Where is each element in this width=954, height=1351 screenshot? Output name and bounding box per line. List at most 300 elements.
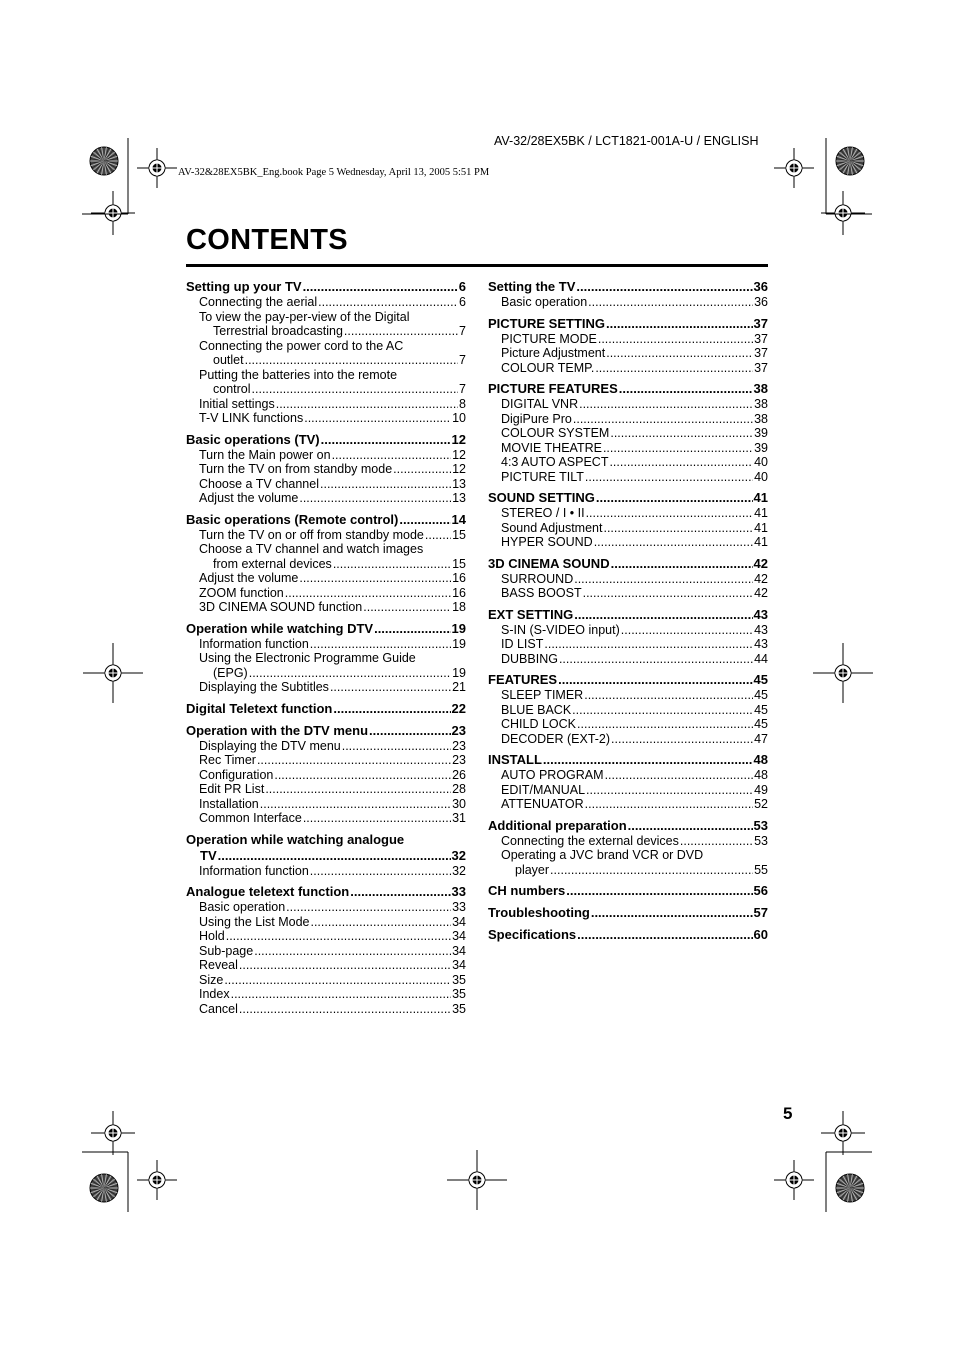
dot-leader xyxy=(591,905,753,921)
toc-entry-page: 43 xyxy=(754,622,768,637)
toc-entry-label: Configuration xyxy=(199,767,274,782)
toc-entry-page: 43 xyxy=(754,637,768,651)
toc-entry-page: 49 xyxy=(754,782,768,797)
toc-entry-page: 41 xyxy=(754,520,768,535)
dot-leader xyxy=(350,884,450,900)
toc-entry xyxy=(186,753,466,768)
toc-entry xyxy=(488,688,768,703)
toc-heading-page: 22 xyxy=(451,700,466,716)
crosshair-mark xyxy=(137,148,177,188)
toc-entry-page: 12 xyxy=(452,462,466,476)
toc-entry xyxy=(186,528,466,543)
dot-leader xyxy=(239,1002,451,1017)
toc-entry xyxy=(488,586,768,601)
toc-entry-label: DECODER (EXT-2) xyxy=(501,731,611,746)
toc-heading-label: INSTALL xyxy=(488,752,542,767)
toc-heading xyxy=(488,556,768,572)
dot-leader xyxy=(628,818,753,834)
dot-leader xyxy=(303,811,451,826)
toc-entry xyxy=(186,666,466,681)
toc-entry-label: Turn the Main power on xyxy=(199,447,331,462)
toc-section xyxy=(186,432,466,506)
dot-leader xyxy=(260,797,451,812)
dot-leader xyxy=(276,397,458,412)
dot-leader xyxy=(588,295,753,310)
dot-leader xyxy=(226,929,451,944)
toc-heading xyxy=(488,279,768,295)
dot-leader xyxy=(576,279,752,295)
toc-entry-page: 47 xyxy=(754,731,768,746)
toc-entry xyxy=(488,470,768,485)
toc-section xyxy=(488,381,768,484)
toc-entry-label: Reveal xyxy=(199,958,238,972)
dot-leader xyxy=(572,703,753,718)
dot-leader xyxy=(265,782,451,797)
toc-entry-page: 34 xyxy=(452,958,466,972)
toc-heading-page: 60 xyxy=(753,927,768,942)
toc-entry-page: 32 xyxy=(452,863,466,878)
toc-entry-label: COLOUR TEMP. xyxy=(501,360,595,375)
toc-entry-label: 3D CINEMA SOUND function xyxy=(199,600,363,614)
dot-leader xyxy=(363,600,451,615)
toc-entry-label: outlet xyxy=(213,353,244,367)
toc-heading-line: Operation while watching analogue xyxy=(186,831,405,847)
dot-leader xyxy=(344,324,458,339)
dot-leader xyxy=(310,637,451,652)
crosshair-mark xyxy=(774,1160,814,1200)
crosshair-mark xyxy=(813,643,873,703)
toc-heading-page: 23 xyxy=(451,722,466,738)
toc-entry-label: AUTO PROGRAM xyxy=(501,768,604,782)
toc-heading-page: 37 xyxy=(753,315,768,331)
toc-heading xyxy=(488,905,768,921)
toc-entry-page: 15 xyxy=(452,556,466,571)
toc-entry-line: Using the Electronic Programme Guide xyxy=(199,651,416,665)
toc-section xyxy=(186,279,466,426)
dot-leader xyxy=(595,361,753,376)
toc-section xyxy=(488,672,768,746)
toc-heading-page: 41 xyxy=(753,490,768,505)
toc-heading-label: FEATURES xyxy=(488,672,558,687)
toc-entry-page: 53 xyxy=(754,833,768,848)
toc-entry-page: 38 xyxy=(754,411,768,426)
toc-right-column xyxy=(488,277,768,943)
toc-entry xyxy=(488,397,768,412)
toc-entry-page: 36 xyxy=(754,295,768,309)
dot-leader xyxy=(252,382,459,397)
toc-entry-label: ZOOM function xyxy=(199,585,284,600)
toc-heading-label: SOUND SETTING xyxy=(488,490,595,505)
toc-section xyxy=(186,512,466,615)
toc-heading xyxy=(488,316,768,332)
toc-heading-page: 56 xyxy=(753,883,768,898)
toc-entry xyxy=(186,973,466,988)
toc-entry-label: Index xyxy=(199,987,230,1001)
toc-entry-label: Basic operation xyxy=(199,900,286,914)
toc-heading-label: Operation with the DTV menu xyxy=(186,722,369,738)
toc-heading xyxy=(186,884,466,900)
dot-leader xyxy=(393,462,451,477)
toc-entry-page: 16 xyxy=(452,585,466,600)
starburst-mark xyxy=(90,1174,118,1202)
dot-leader xyxy=(299,491,451,506)
toc-heading-page: 12 xyxy=(451,431,466,447)
toc-entry-line: Operating a JVC brand VCR or DVD xyxy=(501,848,704,862)
toc-entry-label: Turn the TV on or off from standby mode xyxy=(199,527,424,542)
dot-leader xyxy=(399,512,450,528)
toc-entry-label: (EPG) xyxy=(213,665,248,680)
toc-section xyxy=(488,279,768,310)
dot-leader xyxy=(583,586,754,601)
toc-entry-page: 44 xyxy=(754,651,768,666)
toc-entry-page: 15 xyxy=(452,527,466,542)
toc-entry-label: Size xyxy=(199,972,224,987)
toc-entry-page: 48 xyxy=(754,768,768,782)
dot-leader xyxy=(550,863,753,878)
toc-entry-page: 23 xyxy=(452,753,466,767)
dot-leader xyxy=(621,623,753,638)
starburst-mark xyxy=(836,147,864,175)
toc-entry xyxy=(186,448,466,463)
toc-entry-label: player xyxy=(515,862,550,877)
dot-leader xyxy=(218,848,451,864)
dot-leader xyxy=(610,426,753,441)
crosshair-mark xyxy=(83,643,143,703)
toc-entry xyxy=(488,332,768,347)
toc-heading-label: CH numbers xyxy=(488,883,566,898)
toc-heading-page: 57 xyxy=(753,905,768,920)
toc-entry xyxy=(488,295,768,310)
toc-entry-page: 19 xyxy=(452,636,466,651)
toc-heading xyxy=(488,607,768,623)
dot-leader xyxy=(239,958,451,973)
toc-section xyxy=(488,607,768,667)
toc-entry-page: 34 xyxy=(452,914,466,929)
dot-leader xyxy=(609,455,753,470)
toc-heading-label: TV xyxy=(200,847,217,863)
toc-heading-page: 6 xyxy=(458,279,466,294)
toc-heading xyxy=(186,279,466,295)
toc-heading-page: 48 xyxy=(753,752,768,767)
starburst-mark xyxy=(836,1174,864,1202)
toc-entry xyxy=(488,521,768,536)
dot-leader xyxy=(310,864,451,879)
toc-entry-label: EDIT/MANUAL xyxy=(501,782,586,797)
toc-entry-label: HYPER SOUND xyxy=(501,535,593,549)
dot-leader xyxy=(584,688,753,703)
toc-entry xyxy=(186,739,466,754)
toc-entry-label: Adjust the volume xyxy=(199,571,299,585)
dot-leader xyxy=(332,448,452,463)
toc-section xyxy=(488,905,768,921)
toc-heading-label: Troubleshooting xyxy=(488,905,590,920)
dot-leader xyxy=(573,412,753,427)
toc-entry-label: SURROUND xyxy=(501,571,574,586)
dot-leader xyxy=(586,783,753,798)
toc-heading xyxy=(186,512,466,528)
crosshair-mark xyxy=(137,1160,177,1200)
toc-entry xyxy=(186,958,466,973)
dot-leader xyxy=(585,797,753,812)
toc-entry xyxy=(488,441,768,456)
dot-leader xyxy=(598,332,753,347)
toc-entry-label: Adjust the volume xyxy=(199,491,299,505)
toc-section xyxy=(488,490,768,550)
dot-leader xyxy=(286,900,451,915)
toc-section xyxy=(488,883,768,899)
toc-entry-page: 45 xyxy=(754,688,768,702)
dot-leader xyxy=(257,753,451,768)
toc-heading-label: PICTURE SETTING xyxy=(488,315,606,331)
toc-heading xyxy=(488,818,768,834)
toc-entry-label: Basic operation xyxy=(501,295,588,309)
toc-entry-label: CHILD LOCK xyxy=(501,717,577,731)
dot-leader xyxy=(299,571,451,586)
toc-entry-page: 55 xyxy=(754,862,768,877)
toc-entry-label: T-V LINK functions xyxy=(199,411,304,425)
dot-leader xyxy=(274,768,451,783)
crosshair-mark xyxy=(91,1111,135,1155)
toc-entry-page: 13 xyxy=(452,491,466,505)
toc-entry-label: Rec Timer xyxy=(199,753,256,767)
toc-entry-page: 13 xyxy=(452,476,466,491)
toc-entry-page: 31 xyxy=(452,811,466,825)
toc-heading-page: 45 xyxy=(753,672,768,687)
toc-entry-page: 35 xyxy=(452,987,466,1001)
toc-entry-page: 34 xyxy=(452,929,466,943)
toc-entry-label: Sub-page xyxy=(199,943,254,958)
toc-heading-label: Basic operations (TV) xyxy=(186,431,320,447)
toc-entry-label: Cancel xyxy=(199,1001,238,1016)
toc-entry-page: 42 xyxy=(754,571,768,586)
toc-entry xyxy=(186,944,466,959)
toc-entry xyxy=(186,586,466,601)
toc-entry xyxy=(488,623,768,638)
crosshair-mark xyxy=(821,191,865,235)
crosshair-mark xyxy=(447,1150,507,1210)
toc-entry xyxy=(488,535,768,550)
dot-leader xyxy=(245,353,458,368)
crosshair-mark xyxy=(774,148,814,188)
toc-heading-page: 36 xyxy=(753,279,768,294)
toc-entry-page: 23 xyxy=(452,738,466,753)
toc-entry xyxy=(488,346,768,361)
toc-entry-label: Edit PR List xyxy=(199,782,265,796)
toc-entry-label: PICTURE TILT xyxy=(501,469,584,484)
toc-heading xyxy=(488,381,768,397)
dot-leader xyxy=(566,883,752,899)
toc-entry xyxy=(186,397,466,412)
toc-entry xyxy=(186,491,466,506)
toc-entry-page: 6 xyxy=(459,295,466,309)
toc-entry xyxy=(186,1002,466,1017)
toc-heading-page: 42 xyxy=(753,555,768,571)
toc-entry-label: COLOUR SYSTEM xyxy=(501,426,610,440)
toc-entry-page: 34 xyxy=(452,943,466,958)
toc-section xyxy=(488,818,768,878)
toc-heading-label: Additional preparation xyxy=(488,817,627,833)
toc-entry xyxy=(186,900,466,915)
toc-entry xyxy=(488,426,768,441)
toc-entry-label: STEREO / I • II xyxy=(501,506,585,520)
dot-leader xyxy=(611,556,753,572)
toc-entry-page: 7 xyxy=(459,353,466,367)
toc-heading xyxy=(186,432,466,448)
dot-leader xyxy=(543,752,753,768)
toc-entry-page: 41 xyxy=(754,535,768,549)
toc-entry-label: Displaying the Subtitles xyxy=(199,680,329,694)
toc-heading-page: 19 xyxy=(451,620,466,636)
dot-leader xyxy=(559,652,753,667)
dot-leader xyxy=(574,607,752,623)
toc-entry-label: BASS BOOST xyxy=(501,586,582,600)
toc-entry-label: control xyxy=(213,382,251,396)
toc-entry-label: Information function xyxy=(199,863,309,878)
toc-entry-label: 4:3 AUTO ASPECT xyxy=(501,455,609,469)
toc-entry-label: ATTENUATOR xyxy=(501,797,584,811)
toc-heading-page: 53 xyxy=(753,817,768,833)
dot-leader xyxy=(304,411,451,426)
toc-entry-page: 38 xyxy=(754,397,768,411)
toc-entry-page: 37 xyxy=(754,360,768,375)
toc-entry-page: 52 xyxy=(754,797,768,811)
toc-entry xyxy=(186,929,466,944)
toc-entry-page: 37 xyxy=(754,331,768,346)
toc-section xyxy=(186,884,466,1016)
toc-entry-page: 41 xyxy=(754,506,768,520)
dot-leader xyxy=(558,672,752,688)
toc-entry xyxy=(186,782,466,797)
toc-entry xyxy=(186,915,466,930)
toc-left-column xyxy=(186,277,466,1016)
toc-entry-page: 30 xyxy=(452,796,466,811)
dot-leader xyxy=(577,717,753,732)
toc-entry-label: Connecting the external devices xyxy=(501,833,679,848)
toc-entry xyxy=(488,361,768,376)
toc-entry xyxy=(186,987,466,1002)
toc-entry-label: ID LIST xyxy=(501,637,544,651)
toc-heading-label: Basic operations (Remote control) xyxy=(186,511,399,527)
toc-entry xyxy=(186,600,466,615)
toc-entry-page: 16 xyxy=(452,571,466,585)
dot-leader xyxy=(603,441,753,456)
dot-leader xyxy=(577,927,752,943)
dot-leader xyxy=(611,732,753,747)
toc-section xyxy=(488,752,768,812)
toc-entry-line: To view the pay-per-view of the Digital xyxy=(199,309,410,324)
title-rule xyxy=(186,264,768,267)
toc-heading-label: Setting up your TV xyxy=(186,279,302,294)
toc-heading-label: Digital Teletext function xyxy=(186,700,333,716)
toc-heading-label: 3D CINEMA SOUND xyxy=(488,555,610,571)
dot-leader xyxy=(254,944,451,959)
toc-section xyxy=(186,723,466,826)
dot-leader xyxy=(579,397,753,412)
dot-leader xyxy=(369,723,451,739)
toc-entry-page: 35 xyxy=(452,972,466,987)
toc-entry-label: Picture Adjustment xyxy=(501,346,606,360)
toc-entry xyxy=(488,703,768,718)
dot-leader xyxy=(619,381,753,397)
dot-leader xyxy=(342,739,451,754)
toc-entry-label: PICTURE MODE xyxy=(501,331,597,346)
toc-entry xyxy=(488,637,768,652)
toc-entry-label: S-IN (S-VIDEO input) xyxy=(501,622,620,637)
toc-heading xyxy=(488,490,768,506)
toc-entry xyxy=(186,557,466,572)
toc-entry-page: 45 xyxy=(754,717,768,731)
toc-entry xyxy=(186,811,466,826)
book-info-slug: AV-32&28EX5BK_Eng.book Page 5 Wednesday, April 13, 2005 5:51 PM xyxy=(178,167,490,178)
toc-entry-page: 33 xyxy=(452,900,466,914)
toc-entry-page: 35 xyxy=(452,1001,466,1016)
toc-entry xyxy=(186,353,466,368)
toc-entry-page: 40 xyxy=(754,469,768,484)
dot-leader xyxy=(603,521,753,536)
toc-entry xyxy=(186,462,466,477)
toc-entry xyxy=(186,571,466,586)
toc-entry-page: 26 xyxy=(452,767,466,782)
toc-entry-label: DigiPure Pro xyxy=(501,411,572,426)
toc-entry-page: 45 xyxy=(754,702,768,717)
toc-heading-label: Analogue teletext function xyxy=(186,884,350,899)
toc-heading-label: PICTURE FEATURES xyxy=(488,381,618,396)
toc-entry-label: MOVIE THEATRE xyxy=(501,440,602,455)
dot-leader xyxy=(321,432,451,448)
toc-heading xyxy=(186,848,466,864)
toc-entry-label: from external devices xyxy=(213,556,332,571)
toc-heading-page: 32 xyxy=(451,847,466,863)
dot-leader xyxy=(544,637,753,652)
toc-entry xyxy=(488,572,768,587)
toc-entry-label: Sound Adjustment xyxy=(501,520,603,535)
toc-entry xyxy=(186,768,466,783)
toc-entry xyxy=(488,717,768,732)
dot-leader xyxy=(320,477,451,492)
toc-entry-page: 7 xyxy=(459,324,466,338)
toc-entry xyxy=(488,455,768,470)
toc-entry xyxy=(488,506,768,521)
dot-leader xyxy=(330,680,451,695)
toc-heading-label: EXT SETTING xyxy=(488,606,574,622)
toc-entry-label: Using the List Mode xyxy=(199,914,310,929)
toc-section xyxy=(186,621,466,695)
toc-entry xyxy=(186,864,466,879)
toc-entry-page: 18 xyxy=(452,600,466,614)
dot-leader xyxy=(596,490,753,506)
toc-entry xyxy=(488,652,768,667)
toc-entry-page: 10 xyxy=(452,411,466,425)
toc-entry xyxy=(488,732,768,747)
toc-heading-page: 14 xyxy=(451,511,466,527)
toc-entry xyxy=(186,382,466,397)
toc-heading-label: Specifications xyxy=(488,927,577,942)
toc-entry xyxy=(488,768,768,783)
dot-leader xyxy=(231,987,452,1002)
dot-leader xyxy=(333,701,450,717)
toc-entry xyxy=(186,295,466,310)
dot-leader xyxy=(605,768,754,783)
toc-entry-label: Choose a TV channel xyxy=(199,476,319,491)
toc-entry-page: 39 xyxy=(754,426,768,440)
toc-entry xyxy=(488,863,768,878)
dot-leader xyxy=(425,528,451,543)
dot-leader xyxy=(285,586,451,601)
toc-heading xyxy=(186,723,466,739)
toc-entry-label: Hold xyxy=(199,929,225,943)
toc-entry-label: BLUE BACK xyxy=(501,702,572,717)
toc-entry xyxy=(186,477,466,492)
